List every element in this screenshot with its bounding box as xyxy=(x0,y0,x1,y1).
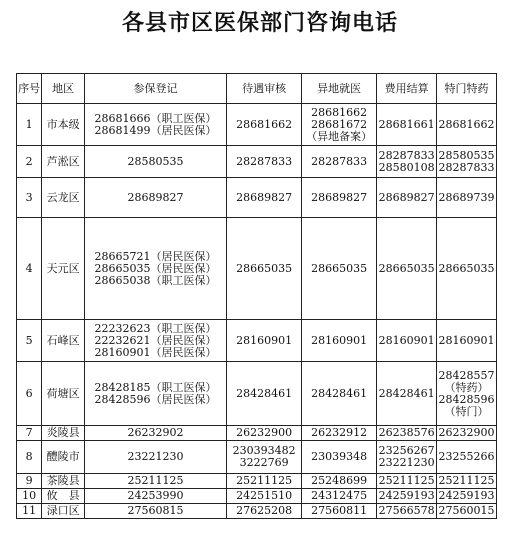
cell-region: 芦淞区 xyxy=(42,146,85,178)
header-seq: 序号 xyxy=(17,74,42,104)
cell-seq: 3 xyxy=(17,178,42,218)
header-settlement: 费用结算 xyxy=(377,74,437,104)
table-row xyxy=(17,489,497,504)
cell-special-drugs: 28160901 xyxy=(437,320,497,362)
cell-seq: 5 xyxy=(17,320,42,362)
cell-benefit-review: 24251510 xyxy=(227,489,302,504)
header-region: 地区 xyxy=(42,74,85,104)
cell-offsite-care: 24312475 xyxy=(302,489,377,504)
cell-region: 天元区 xyxy=(42,218,85,320)
table-row xyxy=(17,104,497,146)
header-special-drugs: 特门特药 xyxy=(437,74,497,104)
cell-seq: 7 xyxy=(17,426,42,441)
cell-benefit-review: 26232900 xyxy=(227,426,302,441)
cell-settlement: 23256267 23221230 xyxy=(377,441,437,474)
cell-benefit-review: 28287833 xyxy=(227,146,302,178)
cell-registration: 28428185（职工医保） 28428596（居民医保） xyxy=(84,362,226,426)
table-row xyxy=(17,426,497,441)
table-row xyxy=(17,441,497,474)
cell-special-drugs: 28665035 xyxy=(437,218,497,320)
cell-region: 荷塘区 xyxy=(42,362,85,426)
cell-settlement: 24259193 xyxy=(378,489,435,502)
cell-seq: 2 xyxy=(17,146,42,178)
cell-benefit-review: 25211125 xyxy=(227,474,302,489)
cell-offsite-care: 25248699 xyxy=(302,474,377,489)
cell-special-drugs: 28428557 （特药） 28428596 （特门） xyxy=(437,362,497,426)
cell-settlement: 28287833 28580108 xyxy=(377,146,437,178)
header-benefit-review: 待遇审核 xyxy=(227,74,302,104)
cell-registration: 28689827 xyxy=(84,178,226,218)
cell-region: 渌口区 xyxy=(42,504,85,519)
cell-seq: 10 xyxy=(17,489,42,504)
cell-special-drugs: 27560015 xyxy=(438,504,495,517)
cell-benefit-review: 28689827 xyxy=(227,178,302,218)
page-title: 各县市区医保部门咨询电话 xyxy=(121,11,398,36)
cell-benefit-review: 28428461 xyxy=(227,362,302,426)
cell-registration: 24253990 xyxy=(84,489,226,504)
cell-region: 攸 县 xyxy=(42,489,85,504)
cell-offsite-care: 28287833 xyxy=(302,146,377,178)
table-row xyxy=(17,218,497,320)
cell-benefit-review: 28681662 xyxy=(227,104,302,146)
cell-special-drugs: 24259193 xyxy=(438,489,495,502)
cell-offsite-care: 28160901 xyxy=(302,320,377,362)
cell-special-drugs: 28689739 xyxy=(437,178,497,218)
cell-region: 醴陵市 xyxy=(42,441,85,474)
cell-region: 市本级 xyxy=(42,104,85,146)
cell-offsite-care: 27560811 xyxy=(302,504,377,519)
cell-offsite-care: 28689827 xyxy=(302,178,377,218)
cell-offsite-care: 28681662 28681672 （异地备案） xyxy=(302,104,377,146)
cell-settlement: 26238576 xyxy=(378,426,435,439)
cell-benefit-review: 28665035 xyxy=(227,218,302,320)
cell-special-drugs: 28580535 28287833 xyxy=(437,146,497,178)
cell-settlement: 28428461 xyxy=(377,362,437,426)
header-offsite-care: 异地就医 xyxy=(302,74,377,104)
cell-registration: 27560815 xyxy=(84,504,226,519)
cell-registration: 28681666（职工医保） 28681499（居民医保） xyxy=(84,104,226,146)
table-header-row xyxy=(17,74,497,104)
cell-special-drugs: 28681662 xyxy=(437,104,497,146)
table-row xyxy=(17,178,497,218)
cell-offsite-care: 23039348 xyxy=(302,441,377,474)
cell-seq: 6 xyxy=(17,362,42,426)
cell-settlement: 28665035 xyxy=(377,218,437,320)
cell-offsite-care: 26232912 xyxy=(302,426,377,441)
cell-benefit-review: 230393482 3222769 xyxy=(227,441,302,474)
cell-registration: 23221230 xyxy=(84,441,226,474)
cell-special-drugs: 23255266 xyxy=(437,441,497,474)
cell-benefit-review: 27625208 xyxy=(227,504,302,519)
header-registration: 参保登记 xyxy=(84,74,226,104)
table-row xyxy=(17,146,497,178)
cell-registration: 28665721（居民医保） 28665035（居民医保） 28665038（职工医保） xyxy=(84,218,226,320)
table-row xyxy=(17,362,497,426)
cell-special-drugs: 26232900 xyxy=(438,426,495,439)
cell-region: 炎陵县 xyxy=(42,426,85,441)
cell-settlement: 28689827 xyxy=(377,178,437,218)
table-row xyxy=(17,320,497,362)
cell-seq: 9 xyxy=(17,474,42,489)
cell-settlement: 25211125 xyxy=(378,474,435,487)
cell-settlement: 27566578 xyxy=(378,504,435,517)
cell-seq: 11 xyxy=(17,504,42,519)
table-row xyxy=(17,474,497,489)
cell-seq: 1 xyxy=(17,104,42,146)
cell-benefit-review: 28160901 xyxy=(227,320,302,362)
table-row xyxy=(17,504,497,519)
cell-seq: 4 xyxy=(17,218,42,320)
cell-seq: 8 xyxy=(17,441,42,474)
cell-settlement: 28160901 xyxy=(377,320,437,362)
cell-special-drugs: 25211125 xyxy=(438,474,495,487)
cell-registration: 25211125 xyxy=(84,474,226,489)
cell-region: 云龙区 xyxy=(42,178,85,218)
cell-registration: 26232902 xyxy=(84,426,226,441)
cell-offsite-care: 28665035 xyxy=(302,218,377,320)
contact-table xyxy=(16,73,497,519)
cell-region: 石峰区 xyxy=(42,320,85,362)
cell-region: 茶陵县 xyxy=(42,474,85,489)
cell-registration: 28580535 xyxy=(84,146,226,178)
cell-registration: 22232623（职工医保） 22232621（居民医保） 28160901（居民医保） xyxy=(84,320,226,362)
cell-offsite-care: 28428461 xyxy=(302,362,377,426)
cell-settlement: 28681661 xyxy=(377,104,437,146)
